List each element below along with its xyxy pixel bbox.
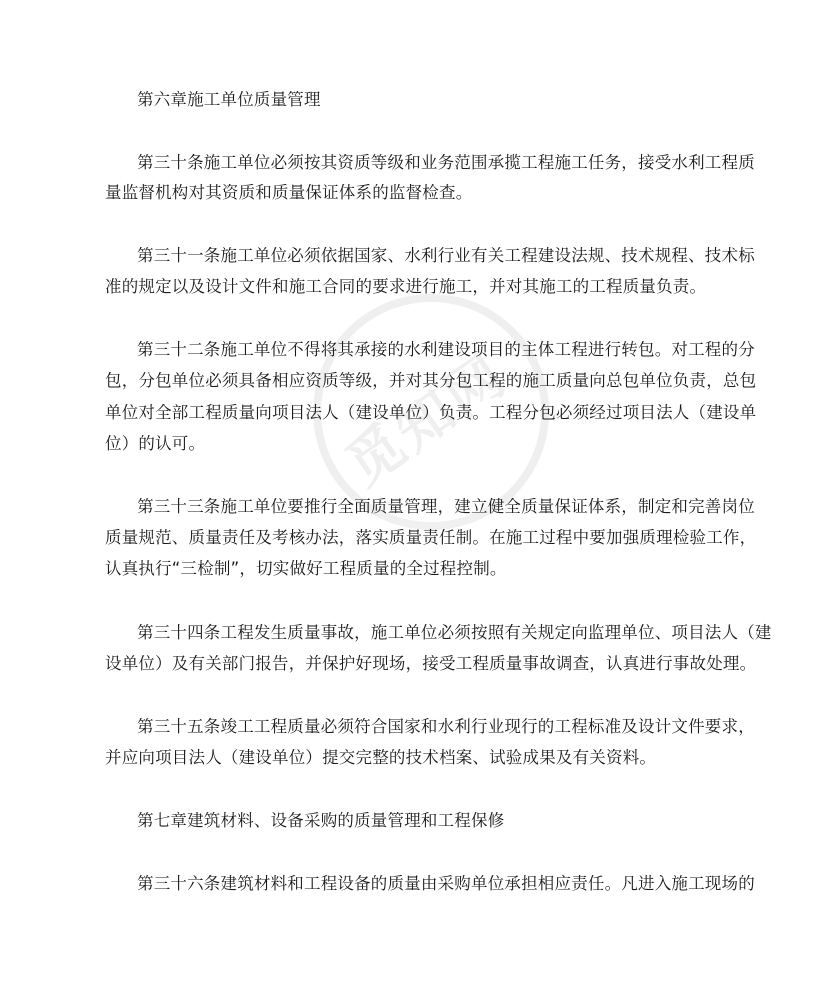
article-35-line-1: 第三十五条竣工工程质量必须符合国家和水利行业现行的工程标准及设计文件要求， [137,717,755,736]
article-36-line-1: 第三十六条建筑材料和工程设备的质量由采购单位承担相应责任。凡进入施工现场的 [137,874,755,893]
article-32-line-3: 单位对全部工程质量向项目法人（建设单位）负责。工程分包必须经过项目法人（建设单 [105,403,757,422]
article-31-line-2: 准的规定以及设计文件和施工合同的要求进行施工，并对其施工的工程质量负责。 [105,277,707,296]
chapter-6-heading: 第六章施工单位质量管理 [137,90,321,109]
article-34-line-2: 设单位）及有关部门报告，并保护好现场，接受工程质量事故调查，认真进行事故处理。 [105,654,757,673]
article-32-line-2: 包，分包单位必须具备相应资质等级，并对其分包工程的施工质量向总包单位负责，总包 [105,371,757,390]
article-33-line-3: 认真执行“三检制”，切实做好工程质量的全过程控制。 [105,559,507,578]
article-31-line-1: 第三十一条施工单位必须依据国家、水利行业有关工程建设法规、技术规程、技术标 [137,246,755,265]
watermark-text: 觅知网 [334,341,520,499]
chapter-7-heading: 第七章建筑材料、设备采购的质量管理和工程保修 [137,811,505,830]
article-33-line-2: 质量规范、质量责任及考核办法，落实质量责任制。在施工过程中要加强质理检验工作， [105,528,757,547]
article-35-line-2: 并应向项目法人（建设单位）提交完整的技术档案、试验成果及有关资料。 [105,748,657,767]
article-33-line-1: 第三十三条施工单位要推行全面质量管理，建立健全质量保证体系，制定和完善岗位 [137,497,755,516]
article-32-line-1: 第三十二条施工单位不得将其承接的水利建设项目的主体工程进行转包。对工程的分 [137,340,755,359]
article-34-line-1: 第三十四条工程发生质量事故，施工单位必须按照有关规定向监理单位、项目法人（建 [137,623,772,642]
article-30-line-2: 量监督机构对其资质和质量保证体系的监督检查。 [105,183,473,202]
article-30-line-1: 第三十条施工单位必须按其资质等级和业务范围承揽工程施工任务，接受水利工程质 [137,153,755,172]
article-32-line-4: 位）的认可。 [105,434,206,453]
